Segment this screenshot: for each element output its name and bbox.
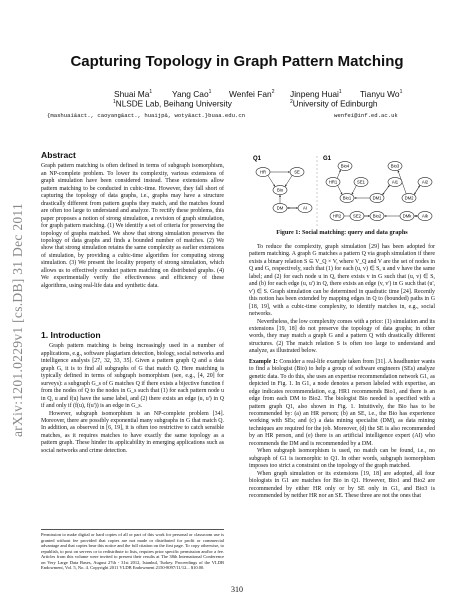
right-paragraph-3: When subgraph isomorphism is used, no match can be found, i.e., no subgraph of G1 is isomorphic to Q1. In other words, subgraph isomorphism imposes too strict a constraint on the topology of the graph matched. (249, 448, 435, 470)
graph-node-q-0 (256, 167, 270, 176)
figure-graphs (249, 152, 435, 228)
example-text: Consider a real-life example taken from [31]. A headhunter wants to find a biologist (Bio) to help a group of software engineers (SEs) analyze genetic data. To do this, she uses an expertise recommendation network G1, as depicted in Fig. 1. In G1, a node denotes a person labeled with expertise, an edge indicates recommendation, e.g. HR1 recommends Bio1, and there is an edge from each DM to Bio2. The biologist Bio needed is specified with a pattern graph Q1, also shown in Fig. 1. Intuitively, the Bio has to be recommended by: (a) an HR person; (b) an SE, i.e., the Bio has experience working with SEs; and (c) a data mining specialist (DM), as data mining techniques are required for the job. Moreover, (d) the SE is also recommended by an HR person, and (e) there is an artificial intelligence expert (AI) who recommends the DM and is recommended by a DM. (249, 358, 435, 447)
node-label: AI2 (421, 179, 429, 185)
graph-node-q-2 (273, 185, 287, 194)
graph-node-g-6 (388, 161, 402, 170)
node-label: DM (276, 205, 284, 211)
node-label: AIk (421, 213, 429, 219)
example-heading: Example 1: (249, 358, 278, 365)
graph-node-g-3 (340, 193, 354, 202)
graph-node-g-7 (402, 193, 416, 202)
graph-edge (268, 175, 275, 186)
node-label: SE (294, 169, 300, 175)
g1-label: G1 (323, 156, 332, 162)
example-1 (249, 359, 435, 448)
node-label: HR (259, 169, 267, 175)
node-label: Bio4 (340, 163, 350, 169)
g1-graph (326, 161, 432, 220)
graph-node-q-4 (298, 203, 312, 212)
author-mark: 1 (399, 89, 403, 96)
right-paragraph-1: To reduce the complexity, graph simulation [29] has been adopted for pattern matching. A graph G matches a pattern Q via graph simulation if there exists a binary relation S ⊆ V_Q × V, where V_Q and V are the set of nodes in Q and G, respectively, such that (1) for each (u, v) ∈ S, u and v have the same label; and (2) for each node u in Q, there exists v in G such that (u, v) ∈ S, and (b) for each edge (u, u') in Q, there exists an edge (v, v') in G such that (u', v') ∈ S. Graph simulation can be determined in quadratic time [24]. Recently this notion has been extended by mapping edges in Q to (bounded) paths in G [18, 19], with a cubic-time complexity, to identify matches in, e.g., social networks. (249, 244, 435, 318)
figure-1-caption: Figure 1: Social matching: query and data graphs (276, 229, 408, 236)
graph-edge (338, 185, 342, 194)
author-3 (229, 89, 274, 99)
affiliation-text: University of Edinburgh (292, 99, 378, 109)
graph-node-g-1 (326, 177, 340, 186)
graph-edge (414, 186, 420, 195)
node-label: SE2 (353, 213, 361, 219)
author-4 (290, 89, 342, 99)
graph-node-g-0 (338, 161, 352, 170)
node-label: Bio3 (390, 163, 400, 169)
author-mark: 2 (271, 89, 275, 96)
abstract-section (41, 152, 224, 290)
author-mark: 1 (149, 89, 153, 96)
node-label: Bio (276, 187, 284, 193)
q1-graph (256, 167, 312, 212)
affiliation-mark: 1 (113, 99, 116, 105)
author-2 (172, 89, 211, 99)
author-1 (114, 89, 152, 99)
node-label: Bio2 (372, 213, 382, 219)
introduction-section (41, 332, 224, 455)
node-label: AI (303, 205, 307, 211)
author-name: Tianyu Wo (360, 89, 400, 99)
copyright-footnote: Permission to make digital or hard copies of all or part of this work for personal or classroom use is granted without fee provided that copies are not made or distributed for profit or commercial advantage and that copies bear this notice and the full citation on the first page. To copy otherwise, to republish, to post on servers or to redistribute to lists, requires prior specific permission and/or a fee. Articles from this volume were invited to present their results at The 38th International Conference on Very Large Data Bases, August 27th - 31st 2012, Istanbul, Turkey. Proceedings of the VLDB Endowment, Vol. 5, No. 4. Copyright 2011 VLDB Endowment 2150-8097/11/12... $10.00. (41, 529, 224, 571)
graph-edge (352, 185, 356, 194)
graph-node-g-12 (400, 211, 414, 220)
graph-node-g-4 (370, 193, 384, 202)
node-label: Bio1 (342, 195, 352, 201)
arxiv-stamp-text: arXiv:1201.0229v1 [cs.DB] 31 Dec 2011 (10, 202, 25, 438)
email-edinburgh: wenfei@inf.ed.ac.uk (334, 112, 398, 119)
author-5 (360, 89, 402, 99)
figure-1 (249, 152, 435, 228)
arxiv-stamp (4, 150, 32, 490)
abstract-text: Graph pattern matching is often defined in terms of subgraph isomorphism, an NP-complete problem. To lower its complexity, various extensions of graph simulation have been considered instead. These extensions allow pattern matching to be conducted in cubic-time. However, they fall short of capturing the topology of data graphs, i.e., graphs may have a structure drastically different from pattern graphs they match, and the matches found are often too large to understand and analyze. To rectify these problems, this paper proposes a notion of strong simulation, a revision of graph simulation, for graph pattern matching. (1) We identify a set of criteria for preserving the topology of graphs matched. We show that strong simulation preserves the topology of data graphs and finds a bounded number of matches. (2) We show that strong simulation retains the same complexity as earlier extensions of simulation, by providing a cubic-time algorithm for computing strong simulation. (3) We present the locality property of strong simulation, which allows us to effectively conduct pattern matching on distributed graphs. (4) We experimentally verify the effectiveness and efficiency of these algorithms, using real-life data and synthetic data. (41, 163, 224, 289)
node-label: DMk (402, 213, 412, 219)
right-paragraph-2: Nevertheless, the low complexity comes with a price: (1) simulation and its extensions [19, 18] do not preserve the topology of data graphs; in other words, they may match a graph G and a pattern Q with drastically different structures. (2) The match relation S is often too large to understand and analyze, as illustrated below. (249, 318, 435, 355)
intro-paragraph-1: Graph pattern matching is being increasingly used in a number of applications, e.g., software plagiarism detection, biology, social networks and intelligence analysis [27, 32, 33, 35]. Given a pattern graph Q and a data graph G, it is to find all subgraphs of G that match Q. Here matching is typically defined in terms of subgraph isomorphism (see, e.g., [4, 20] for surveys): a subgraph G_s of G matches Q if there exists a bijective function f from the nodes of Q to the nodes in G_s such that (1) for each pattern node u in Q, u and f(u) have the same label, and (2) there exists an edge (u, u') in Q if and only if (f(u), f(u')) is an edge in G_s. (41, 343, 224, 410)
intro-paragraph-2: However, subgraph isomorphism is an NP-complete problem [34]. Moreover, there are possibly exponential many subgraphs in G that match Q. In addition, as observed in [6, 19], it is often too restrictive to catch sensible matches, as it requires matches to have exactly the same topology as a pattern graph. These hinder its applicability in emerging applications such as social networks and crime detection. (41, 410, 224, 454)
author-name: Shuai Ma (114, 89, 150, 99)
graph-node-g-11 (350, 211, 364, 220)
graph-node-g-10 (330, 211, 344, 220)
author-name: Wenfei Fan (229, 89, 272, 99)
graph-node-g-5 (388, 177, 402, 186)
affiliation-2 (290, 99, 377, 109)
abstract-heading: Abstract (41, 150, 76, 160)
author-name: Jinpeng Huai (290, 89, 339, 99)
graph-node-q-3 (273, 203, 287, 212)
graph-node-g-9 (370, 211, 384, 220)
right-paragraph-4: When graph simulation or its extensions [19, 18] are adopted, all four biologists in G1 are matches for Bio in Q1. However, Bio1 and Bio2 are recommended by either HR only or by SE only in G1, and Bio3 is recommended by neither HR nor an SE. These three are not the ones that (249, 470, 435, 499)
graph-node-g-8 (418, 177, 432, 186)
paper-title: Capturing Topology in Graph Pattern Matching (70, 53, 404, 70)
node-label: SE1 (357, 179, 365, 185)
graph-node-g-2 (354, 177, 368, 186)
q1-label: Q1 (253, 156, 262, 162)
graph-node-q-1 (290, 167, 304, 176)
email-beihang: {mashuai&act., caoyang&act., huaijp&, woty&act.}buaa.edu.cn (47, 112, 246, 119)
author-name: Yang Cao (172, 89, 209, 99)
graph-node-g-13 (418, 211, 432, 220)
introduction-heading: 1. Introduction (41, 330, 101, 340)
author-mark: 1 (338, 89, 342, 96)
graph-edge (285, 175, 292, 186)
page-number: 310 (231, 585, 243, 594)
node-label: DM2 (404, 195, 414, 201)
node-label: AI1 (391, 179, 399, 185)
right-column (249, 244, 435, 500)
affiliation-mark: 2 (290, 99, 293, 105)
author-mark: 1 (208, 89, 212, 96)
node-label: HR1 (328, 179, 338, 185)
graph-edge (382, 185, 389, 195)
graph-edge (337, 170, 340, 178)
node-label: DM1 (372, 195, 382, 201)
affiliation-text: NLSDE Lab, Beihang University (115, 99, 232, 109)
node-label: HR2 (332, 213, 342, 219)
affiliation-1 (113, 99, 232, 109)
